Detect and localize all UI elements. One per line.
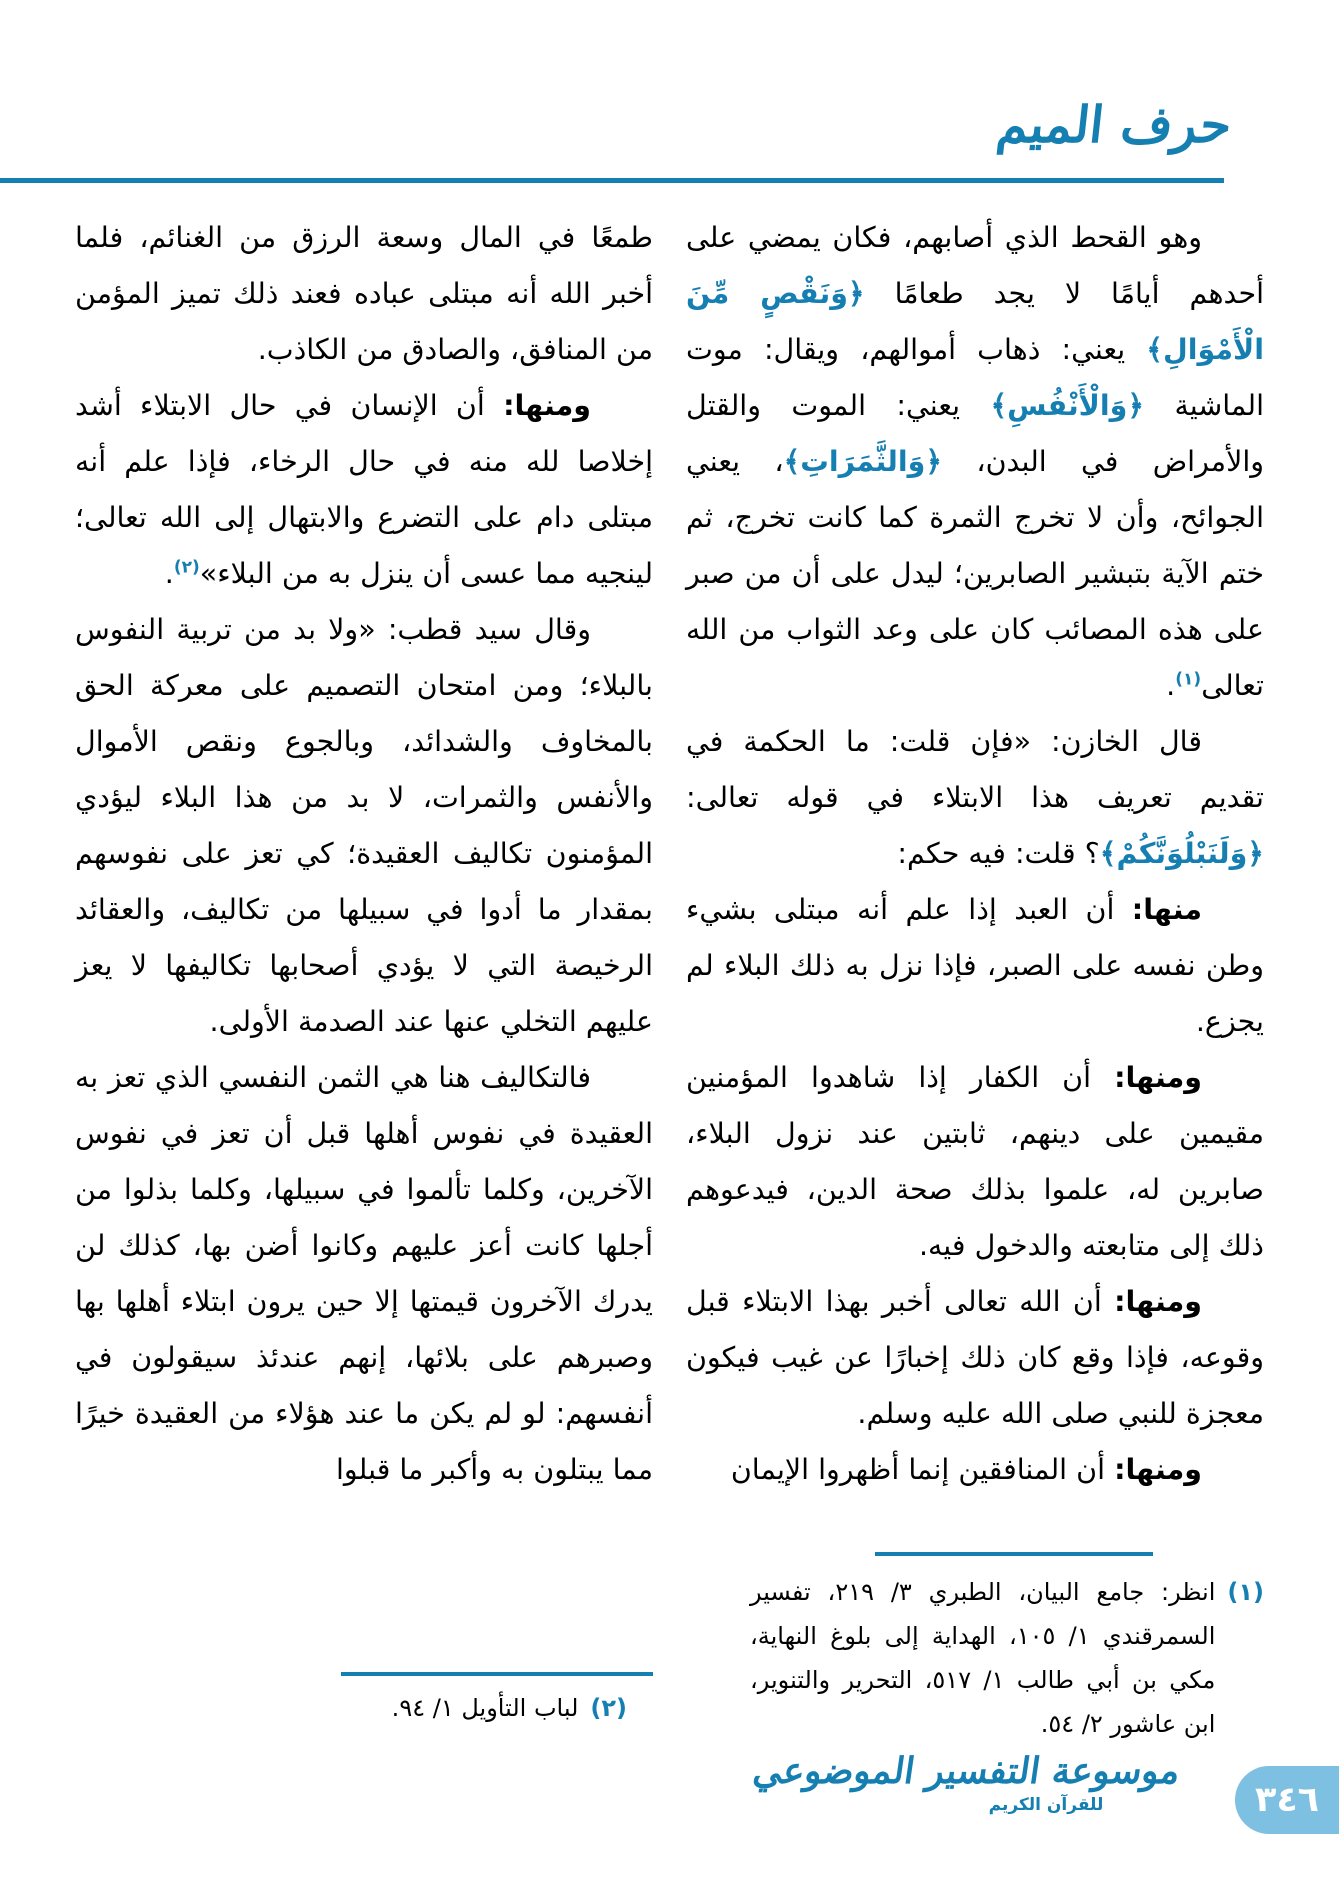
paragraph bbox=[686, 882, 1264, 1050]
body-text: يعني: الموت والقتل والأمراض في البدن، bbox=[686, 389, 1265, 478]
publisher-logo bbox=[748, 1751, 1180, 1815]
paragraph-lead-word: ومنها: bbox=[1114, 1285, 1202, 1318]
body-text: أن المنافقين إنما أظهروا الإيمان bbox=[730, 1453, 1115, 1486]
footnote-1 bbox=[750, 1570, 1264, 1746]
footnote-text: انظر: جامع البيان، الطبري ٣/ ٢١٩، تفسير السمرقندي ١/ ١٠٥، الهداية إلى بلوغ النهاية، مكي بن أبي طالب ١/ ٥١٧، التحرير والتنوير، ابن عاشور ٢/ ٥٤. bbox=[750, 1578, 1216, 1738]
header-divider bbox=[0, 178, 1224, 183]
page-number-tab bbox=[1235, 1766, 1339, 1834]
body-text: أن الكفار إذا شاهدوا المؤمنين مقيمين على دينهم، ثابتين عند نزول البلاء، صابرين له، علموا بذلك صحة الدين، فيدعوهم ذلك إلى متابعته والدخول فيه. bbox=[686, 1061, 1264, 1262]
footnote-2 bbox=[75, 1686, 653, 1730]
footnote-reference: (١) bbox=[1175, 669, 1202, 690]
chapter-heading: حرف الميم bbox=[988, 96, 1232, 154]
publisher-logo-title: موسوعة التفسير الموضوعي bbox=[748, 1751, 1180, 1792]
body-text: . bbox=[164, 557, 174, 590]
paragraph bbox=[686, 714, 1264, 882]
paragraph bbox=[686, 1442, 1264, 1498]
body-text: أن الله تعالى أخبر بهذا الابتلاء قبل وقوعه، فإذا وقع كان ذلك إخبارًا عن غيب فيكون معجزة للنبي صلى الله عليه وسلم. bbox=[686, 1285, 1264, 1430]
quran-verse: ﴿وَالثَّمَرَاتِ﴾ bbox=[783, 445, 943, 478]
page-number: ٣٤٦ bbox=[1254, 1780, 1320, 1820]
paragraph bbox=[75, 210, 653, 378]
body-text: وهو القحط الذي أصابهم، فكان يمضي على أحدهم أيامًا لا يجد طعامًا bbox=[686, 221, 1264, 310]
paragraph bbox=[75, 378, 653, 602]
footnotes-left bbox=[75, 1672, 653, 1730]
footnote-marker: (٢) bbox=[590, 1694, 627, 1722]
body-text: يعني: ذهاب أموالهم، ويقال: موت الماشية bbox=[686, 333, 1264, 422]
body-text: . bbox=[1166, 669, 1176, 702]
footnote-marker: (١) bbox=[1227, 1578, 1264, 1606]
paragraph bbox=[75, 602, 653, 1050]
quran-verse: ﴿وَنَقْصٍ مِّنَ الْأَمْوَالِ﴾ bbox=[686, 277, 1264, 366]
footnote-divider-left bbox=[341, 1672, 653, 1676]
footnote-text: لباب التأويل ١/ ٩٤. bbox=[391, 1694, 579, 1722]
paragraph-lead-word: ومنها: bbox=[1114, 1453, 1202, 1486]
paragraph bbox=[75, 1050, 653, 1498]
text-column-right bbox=[686, 210, 1264, 1498]
paragraph bbox=[686, 1050, 1264, 1274]
paragraph bbox=[686, 210, 1264, 714]
body-text: أن العبد إذا علم أنه مبتلى بشيء وطن نفسه على الصبر، فإذا نزل به ذلك البلاء لم يجزع. bbox=[686, 893, 1264, 1038]
publisher-logo-subtitle: للقرآن الكريم bbox=[988, 1794, 1104, 1815]
body-text: ؟ قلت: فيه حكم: bbox=[897, 837, 1100, 870]
footnote-reference: (٢) bbox=[173, 557, 200, 578]
body-text: وقال سيد قطب: «ولا بد من تربية النفوس بالبلاء؛ ومن امتحان التصميم على معركة الحق بالمخاوف والشدائد، وبالجوع ونقص الأموال والأنفس والثمرات، لا بد من هذا البلاء ليؤدي المؤمنون تكاليف العقيدة؛ كي تعز على نفوسهم بمقدار ما أدوا في سبيلها من تكاليف، والعقائد الرخيصة التي لا يؤدي أصحابها تكاليفها لا يعز عليهم التخلي عنها عند الصدمة الأولى. bbox=[75, 613, 653, 1038]
paragraph-lead-word: منها: bbox=[1131, 893, 1202, 926]
footnote-divider-right bbox=[875, 1552, 1153, 1556]
paragraph-lead-word: ومنها: bbox=[1114, 1061, 1202, 1094]
quran-verse: ﴿وَالْأَنْفُسِ﴾ bbox=[990, 389, 1145, 422]
body-text: أن الإنسان في حال الابتلاء أشد إخلاصا لله منه في حال الرخاء، فإذا علم أنه مبتلى دام على التضرع والابتهال إلى الله تعالى؛ لينجيه مما عسى أن ينزل به من البلاء» bbox=[75, 389, 653, 590]
body-text: ، يعني الجوائح، وأن لا تخرج الثمرة كما كانت تخرج، ثم ختم الآية بتبشير الصابرين؛ ليدل على أن من صبر على هذه المصائب كان على وعد الثواب من الله تعالى bbox=[686, 445, 1264, 702]
paragraph bbox=[686, 1274, 1264, 1442]
body-text: قال الخازن: «فإن قلت: ما الحكمة في تقديم تعريف هذا الابتلاء في قوله تعالى: bbox=[686, 725, 1264, 814]
footnotes-right bbox=[750, 1552, 1264, 1746]
paragraph-lead-word: ومنها: bbox=[503, 389, 591, 422]
text-column-left bbox=[75, 210, 653, 1498]
body-text: فالتكاليف هنا هي الثمن النفسي الذي تعز به العقيدة في نفوس أهلها قبل أن تعز في نفوس الآخرين، وكلما تألموا في سبيلها، وكلما بذلوا من أجلها كانت أعز عليهم وكانوا أضن بها، كذلك لن يدرك الآخرون قيمتها إلا حين يرون ابتلاء أهلها بها وصبرهم على بلائها، إنهم عندئذ سيقولون في أنفسهم: لو لم يكن ما عند هؤلاء من العقيدة خيرًا مما يبتلون به وأكبر ما قبلوا bbox=[75, 1061, 653, 1486]
body-text: طمعًا في المال وسعة الرزق من الغنائم، فلما أخبر الله أنه مبتلى عباده فعند ذلك تميز المؤمن من المنافق، والصادق من الكاذب. bbox=[75, 221, 653, 366]
quran-verse: ﴿وَلَنَبْلُوَنَّكُمْ﴾ bbox=[1099, 837, 1264, 870]
